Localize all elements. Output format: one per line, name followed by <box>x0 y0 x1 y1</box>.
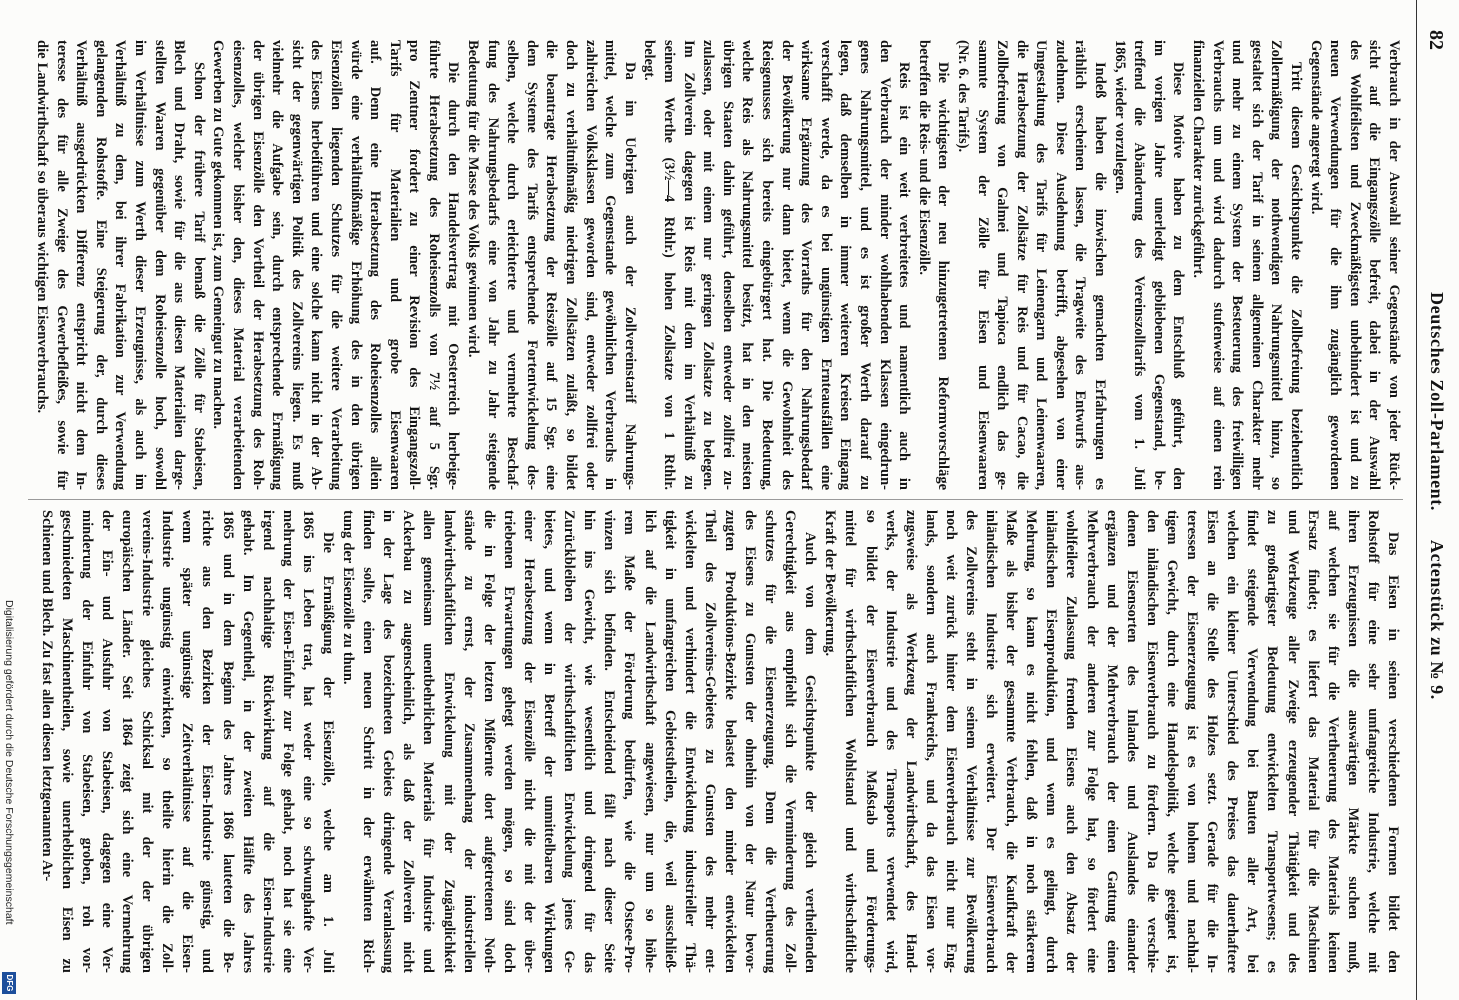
paragraph <box>1109 40 1187 490</box>
text-line: wenn später ungünstige Zeitverhältnisse auf die Eisen- <box>179 510 196 973</box>
text-line: Ackerbau zu augenscheinlich, als daß der Zollverein nicht <box>400 510 417 973</box>
text-line: schutzes für die Eisenerzeugung. Denn die Vertheuerung <box>762 510 779 973</box>
paragraph <box>338 510 820 973</box>
text-line: Zollermäßigung der nothwendigen Nahrungsmittel hinzu, so <box>1268 40 1285 490</box>
text-line: gestaltet sich der Tarif in seinem allgemeinen Charakter mehr <box>1248 40 1265 490</box>
text-line: Indeß haben die inzwischen gemachten Erfahrungen es <box>1092 62 1109 490</box>
text-line: gelangenden Rohstoffe. Eine Steigerung der, durch dieses <box>92 40 109 490</box>
column-right <box>37 510 1403 973</box>
text-line: im Verhältnisse zum Werth dieser Erzeugnisse, als auch im <box>132 40 148 490</box>
text-line: auf welchen sie für die Vertheuerung des Materials keinen <box>1324 510 1341 973</box>
text-line: belegt. <box>641 40 658 81</box>
text-line: Tritt diesem Gesichtspunkte die Zollbefreiung beziehentlich <box>1288 62 1305 490</box>
text-line: den Verbrauch der minder wohlhabenden Klassen eingedrun- <box>876 40 893 490</box>
text-line: Rohstoff für eine sehr umfangreiche Industrie, welche mit <box>1364 510 1381 973</box>
text-line: Maße als bisher der gesammte Verbrauch, die Kaufkraft der <box>1003 510 1020 973</box>
text-line: würde eine verhältnißmäßige Erhöhung des in den übrigen <box>347 40 364 490</box>
text-line: zudehnen. Diese Ausdehnung betrifft, abgesehen von einer <box>1052 40 1069 490</box>
text-line: Die durch den Handelsvertrag mit Oesterreich herbeige- <box>445 62 462 490</box>
text-line: tigem Gewicht, durch eine Handelspolitik, welche geeignet ist, <box>1163 510 1180 973</box>
text-line: genes Nahrungsmittel, und es ist großer Werth darauf zu <box>856 40 873 490</box>
text-line: stellten Waaren gegenüber dem Roheisenzolle hoch, sowohl <box>151 40 168 490</box>
text-line: die Landwirthschaft so überaus wichtigen Eisenverbrauchs. <box>34 40 51 414</box>
text-line: europäischen Länder. Seit 1864 zeigt sich eine Vermehrung <box>119 510 136 973</box>
text-line: Verbrauch in der Auswahl seiner Gegenstände von jeder Rück- <box>1386 40 1402 490</box>
text-line: dem Systeme des Tarifs entsprechende Fortentwickelung des- <box>523 40 540 490</box>
text-line: Gewerben zu Gute gekommen ist, zum Gemeingut zu machen. <box>210 40 227 430</box>
text-line: landwirthschaftlichen Entwickelung mit der Zugänglichkeit <box>440 510 457 973</box>
text-line: einer Herabsetzung der Eisenzölle nicht die mit der über- <box>520 510 537 973</box>
text-line: in der Lage des bezeichneten Gebiets dringende Veranlassung <box>380 510 397 973</box>
text-line: betreffen die Reis- und die Eisenzölle. <box>915 40 932 276</box>
text-line: Verbrauchs um und wird dadurch stufenweise auf einen rein <box>1209 40 1226 490</box>
text-line: Umgestaltung des Tarifs für Leinengarn und Leinenwaaren, <box>1033 40 1050 490</box>
text-line: welche Reis als Nahrungsmittel besitzt, hat in den meisten <box>739 40 756 490</box>
text-line: des Eisens zu Gunsten der ohnehin von der Natur bevor- <box>742 510 758 973</box>
running-title: Deutsches Zoll-Parlament. <box>1427 292 1447 511</box>
text-line: vinzen sich befinden. Entscheidend fällt nach dieser Seite <box>601 510 618 973</box>
text-line: Da im Uebrigen auch der Zollvereinstarif Nahrungs- <box>621 62 638 490</box>
text-line: Theil des Zollvereins-Gebietes zu Gunsten des mehr ent- <box>701 510 718 973</box>
text-line: finden sollte, einen neuen Schritt in der erwähnten Rich- <box>360 510 377 973</box>
paragraph <box>820 510 1403 973</box>
text-line: minderung der Einfuhr von Stabeisen, groben, roh vor- <box>78 510 95 973</box>
text-line: vereins-Industrie gleiches Schicksal mit der der übrigen <box>139 510 156 973</box>
text-line: inländischen Eisenproduktion, und wenn es gelingt, durch <box>1043 510 1060 973</box>
text-line: doch zu verhältnißmäßig niedrigen Zollsätzen zuläßt, so bildet <box>563 40 580 490</box>
text-line: räthlich erscheinen lassen, die Tragweite des Entwurfs aus- <box>1072 40 1089 490</box>
text-line: so bildet der Eisenverbrauch Maßstab und Förderungs- <box>862 510 879 973</box>
text-line: legen, daß demselben in immer weiteren Kreisen Eingang <box>837 40 854 490</box>
column-left <box>31 40 1403 490</box>
text-line: Schon der frühere Tarif bemaß die Zölle für Stabeisen, <box>190 62 207 490</box>
text-line: mehrung der Eisen-Einfuhr zur Folge gehabt, noch hat sie eine <box>279 510 296 973</box>
digitization-footer <box>1 600 16 996</box>
text-line: welchen ein kleiner Unterschied des Preises das dauerhaftere <box>1224 510 1241 973</box>
text-line: Das Eisen in seinen verschiedenen Formen bildet den <box>1385 532 1401 973</box>
text-line: Kraft der Bevölkerung. <box>822 510 839 657</box>
text-line: zugsweise als Werkzeug der Landwirthschaft, des Hand- <box>902 510 919 973</box>
paragraph <box>952 40 1109 490</box>
text-line: Schienen und Blech. Zu fast allen diesen letztgenannten Ar- <box>38 510 55 882</box>
text-line: des Zollvereins steht in seinem Verhältnisse zur Bevölkerung <box>963 510 980 973</box>
document-reference: Actenstück zu № 9. <box>1427 540 1447 700</box>
text-line: Gerechtigkeit aus empfiehlt sich die Verminderung des Zoll- <box>782 510 799 973</box>
text-line: sicht der gegenwärtigen Politik des Zollvereins liegen. Es muß <box>288 40 305 490</box>
paragraph <box>463 40 639 490</box>
text-line: Zollbefreiung von Galmei und Tapioca endlich das ge- <box>994 40 1011 490</box>
text-line: geschmiedeten Maschinentheilen, sowie unerheblichen Eisen zu <box>58 510 75 973</box>
text-line: richte aus den Bezirken der Eisen-Industrie günstig, und <box>199 510 216 973</box>
text-line: der Bevölkerung nur dann bietet, wenn die Gewohnheit des <box>778 40 795 490</box>
text-line: Reis ist ein weit verbreitetes und namentlich auch in <box>896 62 913 490</box>
column-divider <box>28 499 1403 500</box>
text-line: denen Eisensorten des Inlandes und Auslandes einander <box>1123 510 1140 973</box>
paragraph <box>37 510 338 973</box>
text-line: Verhältniß ausgedrückten Differenz entspricht nicht dem In- <box>73 40 90 490</box>
text-line: übrigen Staaten dahin geführt, denselben entweder zollfrei zu- <box>719 40 736 490</box>
text-line: zugten Produktions-Bezirke belastet den minder entwickelten <box>721 510 738 973</box>
text-line: wirksame Ergänzung des Vorraths für den Nahrungsbedarf <box>798 40 815 490</box>
text-line: der Ein- und Ausfuhr von Stabeisen, dagegen eine Ver- <box>99 510 115 973</box>
text-line: teressen der Eisenerzeugung ist es von hohem und nachhal- <box>1184 510 1201 973</box>
text-line: Industrie ungünstig einwirkten, so theilte hierin die Zoll- <box>159 510 176 973</box>
text-line: Diese Motive haben zu dem Entschluß geführt, den <box>1170 62 1187 490</box>
text-line: die beantragte Herabsetzung der Reiszölle auf 15 Sgr. eine <box>543 40 560 490</box>
text-line: Ersatz findet; es liefert das Material für die Maschinen <box>1304 510 1321 973</box>
text-line: Eisenzöllen liegenden Schutzes für die weitere Verarbeitung <box>327 40 344 490</box>
text-line: Mehrverbrauch der anderen zur Folge hat, so fördert eine <box>1083 510 1100 973</box>
text-line: Blech und Draht, sowie für die aus diesen Materialien darge- <box>171 40 188 490</box>
digitization-credit: Digitalisierung gefördert durch die Deutsche Forschungsgemeinschaft <box>3 600 15 925</box>
text-line: Bedeutung für die Masse des Volks gewinnen wird. <box>465 40 482 358</box>
text-line: 1865 und in dem Beginn des Jahres 1866 lauteten die Be- <box>219 510 236 973</box>
text-line: des Wohlfeilsten und Zweckmäßigsten unbehindert ist und zu <box>1346 40 1363 490</box>
text-line: 1865 ins Leben trat, hat weder eine so schwunghafte Ver- <box>299 510 316 973</box>
text-line: neuen Verwendungen für die ihm zugänglich gewordenen <box>1327 40 1344 490</box>
text-line: fung des Nahrungsbedarfs eine von Jahr zu Jahr steigende <box>484 40 501 490</box>
text-line: und Werkzeuge aller Zweige erzeugender Thätigkeit und des <box>1284 510 1301 973</box>
text-line: inländischen Industrie sich erweitert. Der Eisenverbrauch <box>983 510 1000 973</box>
text-line: Auch von dem Gesichtspunkte der gleich vertheilenden <box>802 532 819 973</box>
text-line: verschafft werde, da es bei ungünstigen Ernteausfällen eine <box>817 40 834 490</box>
paragraph <box>208 40 463 490</box>
text-line: findet steigende Verwendung bei Bauten aller Art, bei <box>1244 510 1261 973</box>
text-line: werks, der Industrie und des Transports verwendet wird, <box>882 510 899 973</box>
text-line: tigkeit in umfangreichen Gebietstheilen, die, weil ausschließ- <box>661 510 678 973</box>
text-line: führte Herabsetzung des Roheisenzolls von 7½ auf 5 Sgr. <box>425 40 442 490</box>
paragraph <box>913 40 952 490</box>
text-line: im vorigen Jahre unerledigt gebliebenen Gegenstand, be- <box>1150 40 1167 490</box>
text-line: lands, sondern auch Frankreichs, und da das Eisen vor- <box>922 510 939 973</box>
text-line: stände zu ernst, der Zusammenhang der industriellen <box>460 510 477 973</box>
text-line: Im Zollverein dagegen ist Reis mit dem im Verhältniß zu <box>680 40 697 490</box>
text-line: Verhältniß zu dem, bei ihrer Fabrikation zur Verwendung <box>112 40 129 490</box>
text-line: Die Ermäßigung der Eisenzölle, welche am 1. Juli <box>320 532 337 973</box>
text-line: bietes, und wenn in Betreff der unmittelbaren Wirkungen <box>541 510 558 973</box>
text-line: Mehrung, so kann es nicht fehlen, daß in noch stärkerem <box>1023 510 1040 973</box>
text-line: allen gemeinsam unentbehrlichen Materials für Industrie und <box>420 510 437 973</box>
text-line: Die wichtigsten der neu hinzugetretenen Reformvorschläge <box>935 62 952 490</box>
paragraph <box>1187 40 1305 490</box>
text-line: irgend nachhaltige Rückwirkung auf die Eisen-Industrie <box>259 510 276 973</box>
text-line: rem Maße der Förderung bedürfen, wie die Ostsee-Pro- <box>621 510 638 973</box>
text-line: Gegenstände angeregt wird. <box>1307 40 1324 215</box>
text-line: Zurückbleiben der wirthschaftlichen Entwickelung jenes Ge- <box>561 510 578 973</box>
text-line: und mehr zu einem System der Besteuerung des freiwilligen <box>1229 40 1246 490</box>
dfg-logo: DFG <box>2 972 16 994</box>
text-line: wohlfeilere Zulassung fremden Eisens auch den Absatz der <box>1063 510 1080 973</box>
text-line: finanziellen Charakter zurückgeführt. <box>1190 40 1207 278</box>
text-line: ergänzen und der Mehrverbrauch der einen Gattung einen <box>1103 510 1120 973</box>
text-line: die in Folge der letzten Mißernte dort aufgetretenen Noth- <box>480 510 497 973</box>
page-number: 82 <box>1425 30 1447 50</box>
text-line: Eisen an die Stelle des Holzes setzt. Gerade für die In- <box>1204 510 1221 973</box>
text-line: zu großartigster Bedeutung entwickelten Transportwesens; es <box>1264 510 1281 973</box>
text-line: auf. Denn eine Herabsetzung des Roheisenzolles allein <box>367 40 384 490</box>
paragraph <box>639 40 913 490</box>
text-line: zahlreichen Volksklassen geworden sind, entweder zollfrei oder <box>582 40 599 490</box>
text-line: seinem Werthe (3½—4 Rthlr.) hohen Zollsatze von 1 Rthlr. <box>661 40 678 490</box>
text-line: 1865, wieder vorzulegen. <box>1111 40 1128 194</box>
text-line: triebenen Erwartungen gehegt werden mögen, so sind doch <box>500 510 517 973</box>
text-line: ihren Erzeugnissen die auswärtigen Märkte suchen muß, <box>1344 510 1361 973</box>
paragraph <box>1305 40 1403 490</box>
text-line: vielmehr die Aufgabe sein, durch entsprechende Ermäßigung <box>269 40 286 490</box>
text-line: mittel, welche zum Gegenstande gewöhnlichen Verbrauchs in <box>602 40 619 490</box>
text-line: den inländischen Eisenverbrauch zu fördern. Da die verschie- <box>1143 510 1160 973</box>
text-line: pro Zentner fordert zu einer Revision des Eingangszoll- <box>406 40 423 490</box>
text-line: gehabt. Im Gegentheil, in der zweiten Hälfte des Jahres <box>239 510 256 973</box>
text-line: Tarifs für Materialien und grobe Eisenwaaren <box>386 40 403 490</box>
text-line: die Herabsetzung der Zollsätze für Reis und für Cacao, die <box>1013 40 1030 490</box>
text-line: sicht auf die Eingangszölle befreit, dabei in der Auswahl <box>1366 40 1383 490</box>
text-line: wickelten und verhindert die Entwickelung industrieller Thä- <box>681 510 698 973</box>
text-line: der übrigen Eisenzölle den Vortheil der Herabsetzung des Roh- <box>249 40 266 490</box>
text-line: (Nr. 6. des Tarifs). <box>954 40 971 153</box>
text-line: lich auf die Landwirthschaft angewiesen, nur um so höhe- <box>641 510 658 973</box>
page-header <box>1416 0 1453 1000</box>
text-line: des Eisens herbeiführen und eine solche kann nicht in der Ab- <box>308 40 325 490</box>
text-line: mittel für wirthschaftlichen Wohlstand und wirthschaftliche <box>842 510 859 973</box>
text-line: Reisgenusses sich bereits eingebürgert hat. Die Bedeutung, <box>759 40 775 490</box>
text-line: eisenzolles, welcher bisher den, dieses Material verarbeitenden <box>229 40 246 490</box>
text-line: treffend die Abänderung des Vereinszolltarifs vom 1. Juli <box>1131 40 1148 490</box>
text-line: selben, welche durch erleichterte und vermehrte Beschaf- <box>504 40 521 490</box>
text-line: zulassen, oder mit einem nur geringen Zollsatze zu belegen. <box>700 40 717 490</box>
text-line: sammte System der Zölle für Eisen und Eisenwaaren <box>974 40 991 490</box>
text-line: tung der Eisenzölle zu thun. <box>340 510 357 685</box>
text-line: noch weit zurück hinter dem Eisenverbrauch nicht nur Eng- <box>942 510 959 973</box>
text-line: teresse des für alle Zweige des Gewerbefleißes, sowie für <box>53 40 70 490</box>
text-line: hin ins Gewicht, wie wesentlich und dringend für das <box>581 510 598 973</box>
paragraph <box>31 40 207 490</box>
